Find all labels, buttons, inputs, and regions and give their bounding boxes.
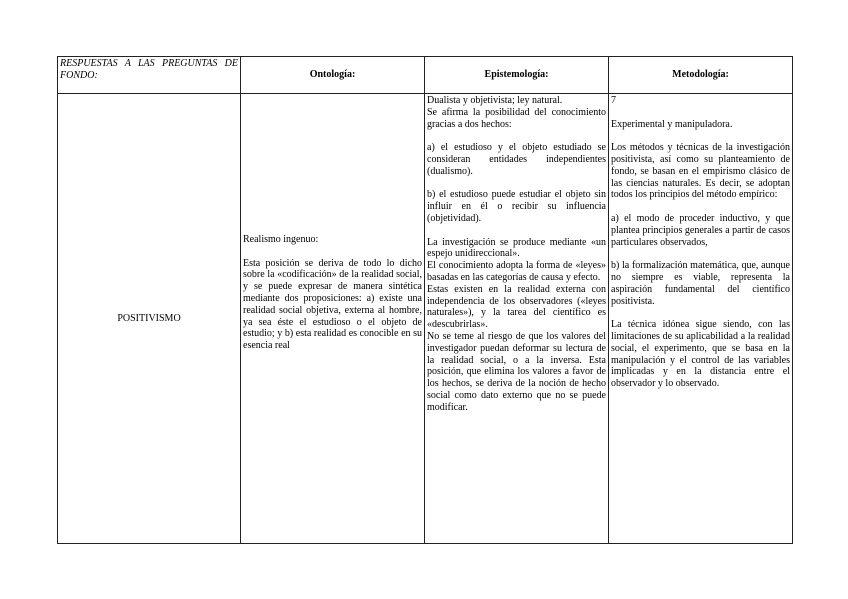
paragraph-gap: [611, 248, 790, 260]
ontologia-paragraph: Realismo ingenuo:: [243, 234, 319, 245]
paragraph-gap: [611, 107, 790, 119]
metodologia-cell: [609, 94, 793, 544]
epistemologia-paragraph: La investigación se produce mediante «un espejo unidireccional».: [427, 236, 606, 260]
epistemologia-paragraph: El conocimiento adopta la forma de «leyes» basadas en las categorías de causa y efecto.: [427, 260, 606, 283]
ontologia-cell: [241, 94, 425, 544]
paragraph-gap: [427, 130, 606, 142]
epistemologia-paragraph: Se afirma la posibilidad del conocimiento gracias a dos hechos:: [427, 106, 606, 130]
paragraph-gap: [611, 307, 790, 319]
metodologia-paragraph: La técnica idónea sigue siendo, con las limitaciones de su aplicabilidad a la realidad social, el experimento, que se basa en la manipulación y el control de las variables implicadas y en la distancia entre el observador y lo observado.: [611, 319, 790, 390]
paragraph-gap: [611, 201, 790, 213]
row-label-positivismo: POSITIVISMO: [58, 94, 241, 544]
header-ontologia: Ontología:: [241, 57, 425, 94]
metodologia-paragraph: b) la formalización matemática, que, aunque no siempre es viable, representa la aspiración fundamental del científico positivista.: [611, 260, 790, 307]
paragraph-gap: [427, 178, 606, 190]
ontologia-paragraph: Esta posición se deriva de todo lo dicho sobre la «codificación» de la realidad social, y se puede expresar de manera sintética mediante dos proposiciones: a) existe una realidad social objetiva, externa al hombre, ya sea éste el estudioso o el objeto de estudio; y b) esta realidad es conocible en su esencia real: [243, 257, 422, 352]
corner-cell: [58, 57, 241, 94]
metodologia-paragraph: Experimental y manipuladora.: [611, 118, 733, 130]
header-row: [58, 57, 793, 94]
header-epistemologia: Epistemología:: [425, 57, 609, 94]
paragraph-gap: [427, 225, 606, 237]
positivismo-row: [58, 94, 793, 544]
epistemologia-paragraph: No se teme al riesgo de que los valores del investigador puedan deformar su lectura de la realidad social, o a la inversa. Esta posición, que elimina los valores a favor de los hechos, se deriva de la noción de hecho social como dato externo que no se puede modificar.: [427, 330, 606, 413]
corner-label: RESPUESTAS A LAS PREGUNTAS DE FONDO:: [60, 58, 238, 81]
paradigm-table: [57, 56, 793, 544]
metodologia-paragraph: a) el modo de proceder inductivo, y que plantea principios generales a partir de casos particulares observados,: [611, 212, 790, 248]
epistemologia-paragraph: a) el estudioso y el objeto estudiado se consideran entidades independientes (dualismo).: [427, 142, 606, 177]
metodologia-content: [611, 95, 790, 390]
ontologia-content: [243, 95, 422, 352]
epistemologia-content: [427, 95, 606, 414]
paragraph-gap: [243, 246, 422, 258]
epistemologia-cell: [425, 94, 609, 544]
epistemologia-paragraph: Dualista y objetivista; ley natural.: [427, 95, 563, 106]
metodologia-paragraph: 7: [611, 95, 616, 106]
metodologia-paragraph: Los métodos y técnicas de la investigación positivista, así como su planteamiento de fondo, se basan en el empirismo clásico de las ciencias naturales. Es decir, se adoptan todos los principios del método empírico:: [611, 142, 790, 201]
epistemologia-paragraph: b) el estudioso puede estudiar el objeto sin influir en él o recibir su influencia (objetividad).: [427, 189, 606, 224]
paragraph-gap: [611, 130, 790, 142]
header-metodologia: Metodología:: [609, 57, 793, 94]
epistemologia-paragraph: Estas existen en la realidad externa con independencia de los observadores («leyes naturales»), y la tarea del científico es «descubrirlas».: [427, 283, 606, 331]
